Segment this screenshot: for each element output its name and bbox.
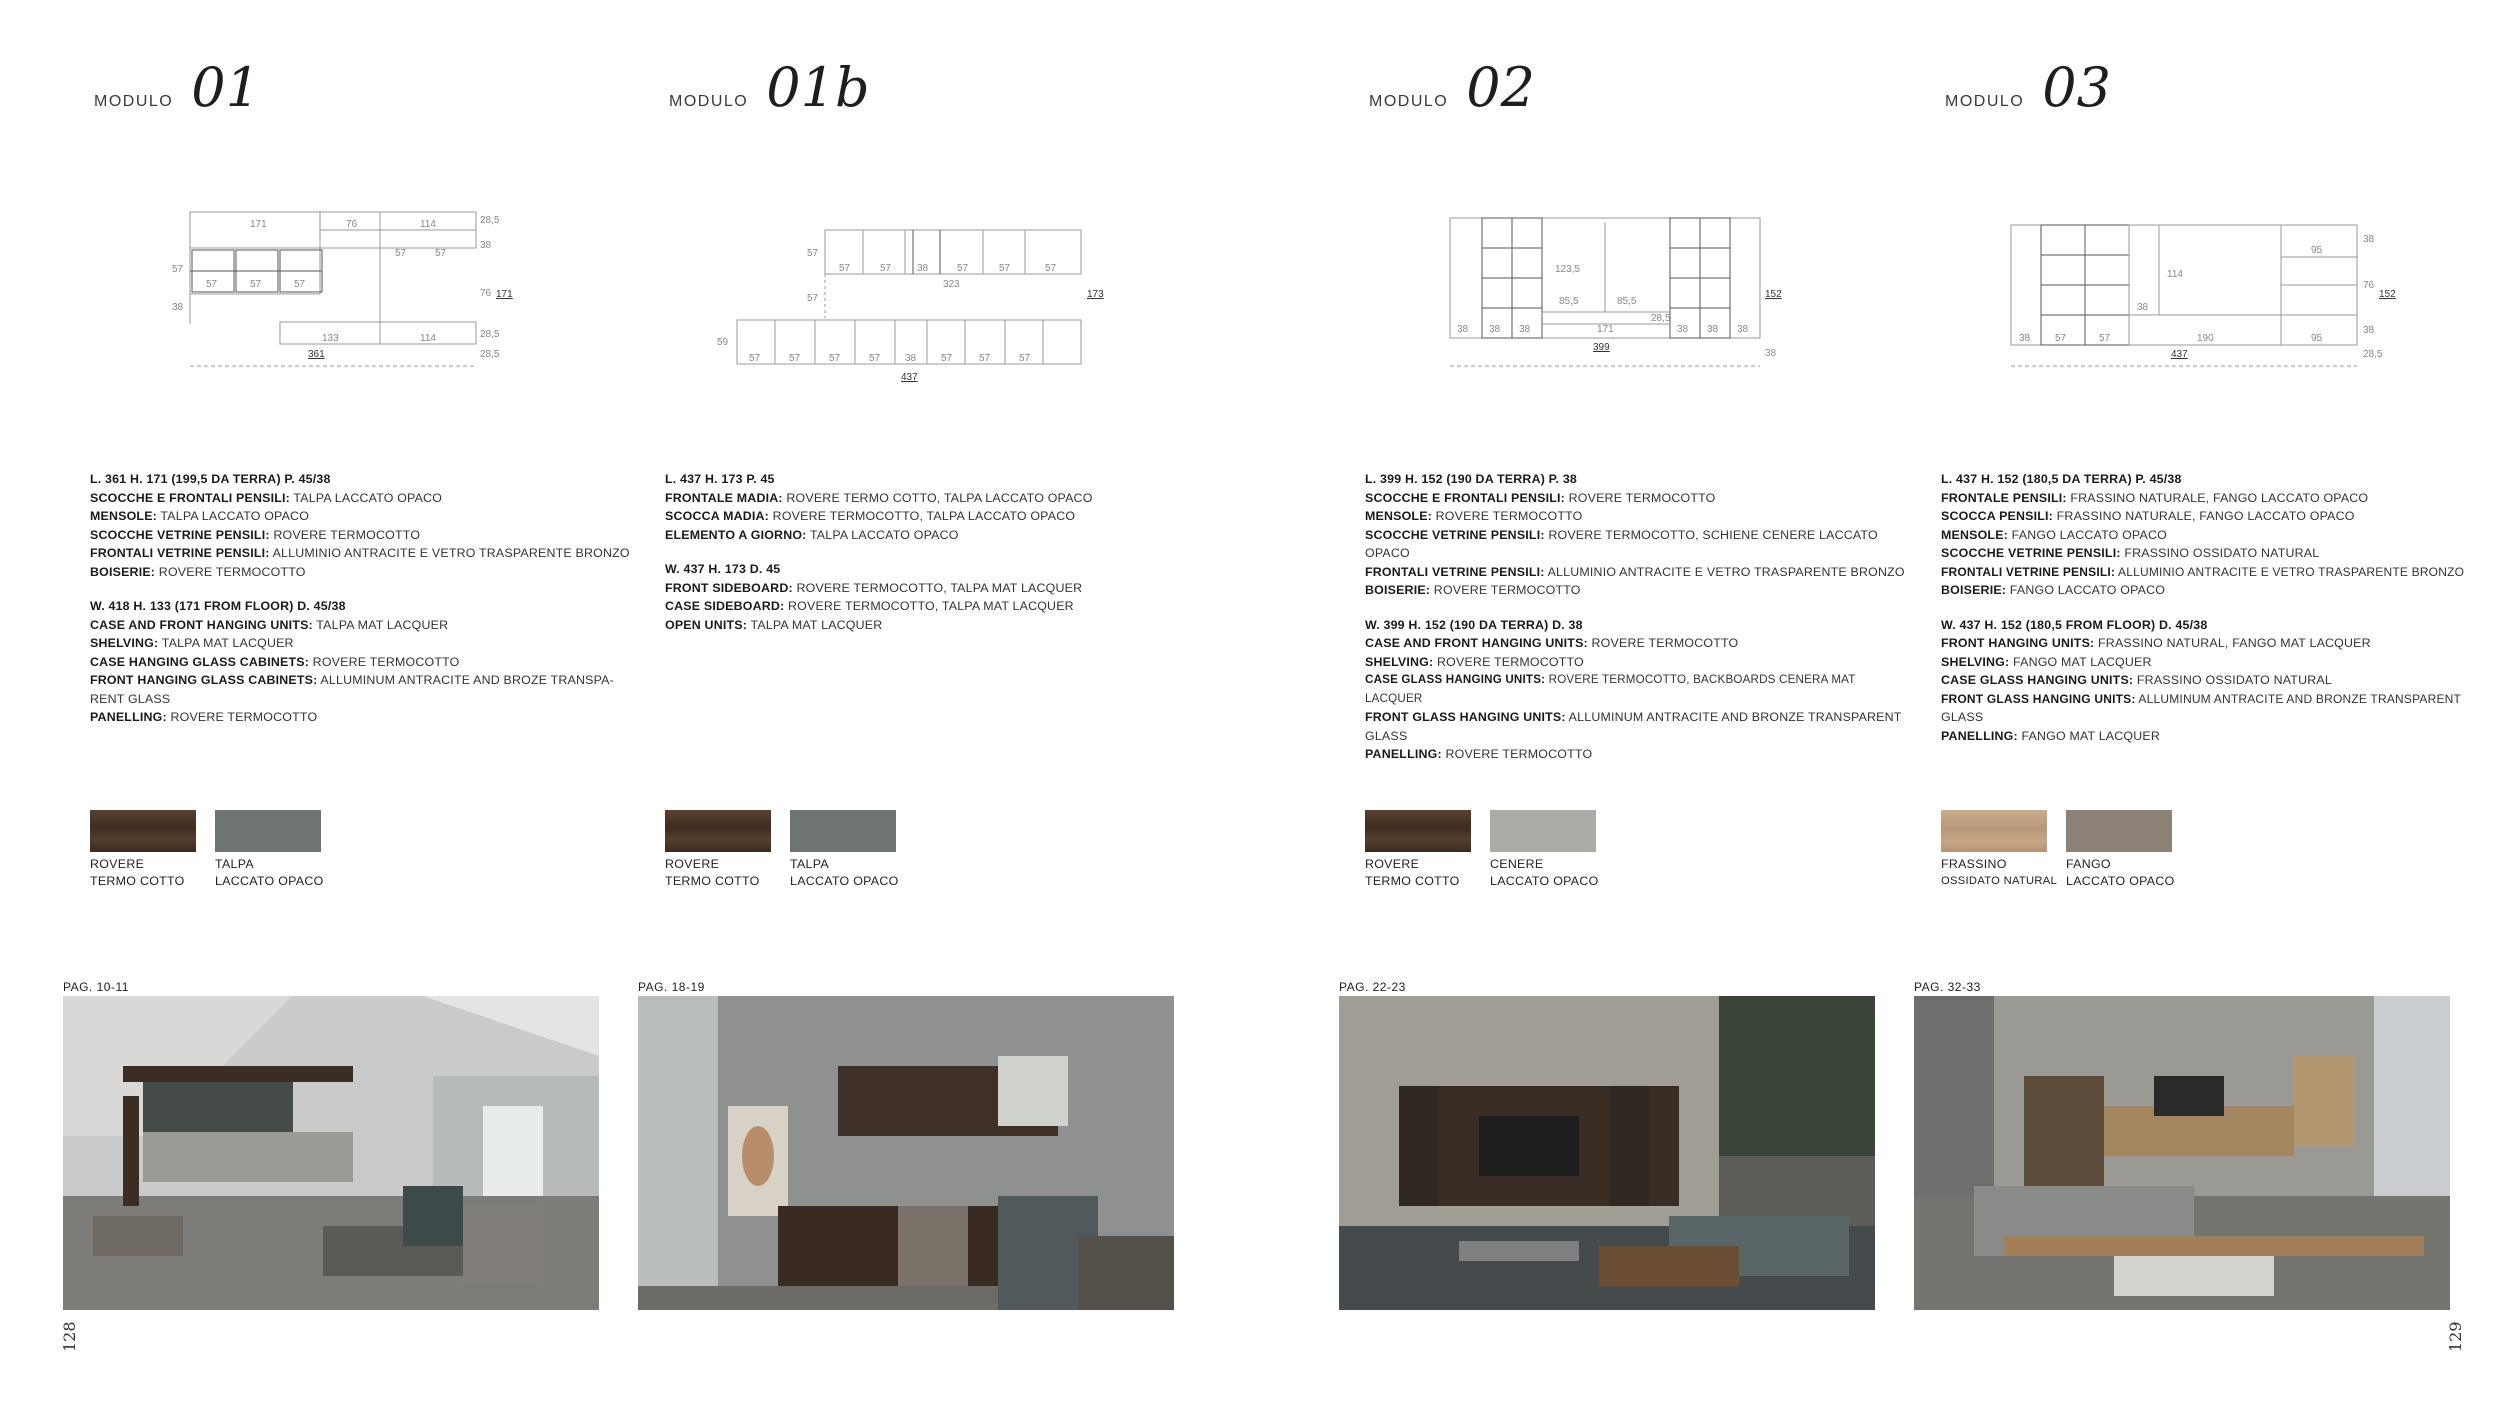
swatch-chip bbox=[215, 810, 321, 852]
spec-en bbox=[90, 597, 630, 727]
dim-label: 95 bbox=[2311, 245, 2323, 256]
swatch-chip bbox=[790, 810, 896, 852]
spec-text bbox=[1941, 470, 2481, 761]
swatch-name: CENERE bbox=[1490, 857, 1544, 871]
spec-text bbox=[90, 470, 630, 743]
spec-key: BOISERIE: bbox=[1365, 583, 1431, 597]
swatch-name: TALPA bbox=[790, 857, 829, 871]
spec-key: BOISERIE: bbox=[90, 564, 156, 579]
spec-line bbox=[90, 470, 630, 489]
swatch bbox=[90, 810, 200, 890]
spec-value: FRASSINO OSSIDATO NATURAL bbox=[2136, 673, 2332, 687]
spec-line bbox=[1365, 507, 1905, 526]
interior-photo bbox=[1339, 996, 1875, 1310]
spec-key: L. 437 H. 152 (180,5 DA TERRA) P. 45/38 bbox=[1941, 472, 2182, 486]
dim-label: 57 bbox=[749, 353, 761, 364]
spec-key: SCOCCA MADIA: bbox=[665, 509, 770, 523]
spec-value: ROVERE TERMOCOTTO, BACKBOARDS CENERA MAT LACQUER bbox=[1365, 673, 1856, 705]
spec-line bbox=[90, 526, 630, 545]
spec-value: ALLUMINIO ANTRACITE E VETRO TRASPARENTE BRONZO bbox=[272, 546, 630, 560]
dim-total: 361 bbox=[308, 349, 325, 360]
dim-label: 57 bbox=[880, 263, 892, 274]
spec-key: PANELLING: bbox=[1365, 747, 1442, 761]
spec-line bbox=[1365, 616, 1905, 635]
module-title bbox=[1945, 56, 2111, 119]
spec-key: L. 399 H. 152 (190 DA TERRA) P. 38 bbox=[1365, 472, 1578, 486]
swatch-finish: LACCATO OPACO bbox=[215, 874, 324, 888]
dim-height: 152 bbox=[2379, 289, 2396, 300]
swatch bbox=[665, 810, 775, 890]
spec-key: SCOCCA PENSILI: bbox=[1941, 509, 2053, 523]
spec-line bbox=[665, 597, 1205, 616]
technical-drawing bbox=[665, 200, 1205, 400]
dim-label: 57 bbox=[250, 279, 262, 290]
spec-line bbox=[90, 616, 630, 635]
dim-label: 57 bbox=[789, 353, 801, 364]
dim-label: 38 bbox=[1457, 324, 1469, 335]
spec-key: FRONTALI VETRINE PENSILI: bbox=[90, 546, 270, 560]
spec-line bbox=[665, 616, 1205, 635]
dim-label: 38 bbox=[1765, 348, 1777, 359]
module-label: MODULO bbox=[1369, 93, 1449, 110]
spec-value: TALPA LACCATO OPACO bbox=[293, 490, 443, 505]
dim-label: 76 bbox=[2363, 280, 2375, 291]
dim-label: 59 bbox=[717, 337, 729, 348]
swatch bbox=[2066, 810, 2176, 890]
spec-key: FRONT GLASS HANGING UNITS: bbox=[1941, 691, 2136, 706]
technical-drawing bbox=[1365, 200, 1905, 400]
spec-line bbox=[90, 544, 630, 563]
module-label: MODULO bbox=[94, 93, 174, 110]
spec-line bbox=[1365, 634, 1905, 653]
spec-value: FANGO MAT LACQUER bbox=[2013, 654, 2152, 669]
spec-key: CASE GLASS HANGING UNITS: bbox=[1941, 673, 2134, 687]
dim-label: 57 bbox=[1019, 353, 1031, 364]
swatch-name: ROVERE bbox=[1365, 857, 1420, 871]
spec-value: RENT GLASS bbox=[90, 691, 171, 706]
spec-key: W. 418 H. 133 (171 FROM FLOOR) D. 45/38 bbox=[90, 599, 346, 613]
dim-label: 76 bbox=[480, 288, 492, 299]
dim-label: 57 bbox=[1045, 263, 1057, 274]
spec-line bbox=[1365, 745, 1905, 764]
dim-label: 57 bbox=[435, 248, 447, 259]
spec-key: L. 361 H. 171 (199,5 DA TERRA) P. 45/38 bbox=[90, 472, 331, 486]
spec-value: ROVERE TERMOCOTTO bbox=[1435, 509, 1583, 523]
dim-label: 57 bbox=[979, 353, 991, 364]
spec-key: SCOCCHE VETRINE PENSILI: bbox=[1365, 527, 1545, 542]
spec-key: FRONT HANGING UNITS: bbox=[1941, 636, 2095, 650]
dim-label: 57 bbox=[206, 279, 218, 290]
dim-label: 171 bbox=[250, 219, 267, 230]
spec-value: GLASS bbox=[1365, 728, 1408, 743]
dim-label: 57 bbox=[829, 353, 841, 364]
interior-photo bbox=[1914, 996, 2450, 1310]
spec-value: FANGO MAT LACQUER bbox=[2021, 728, 2161, 743]
swatch-chip bbox=[1490, 810, 1596, 852]
dim-total: 437 bbox=[2171, 349, 2188, 360]
spec-en bbox=[1365, 616, 1905, 764]
spec-value: GLASS bbox=[1941, 710, 1984, 724]
spec-line bbox=[90, 634, 630, 653]
spec-value: FRASSINO NATURALE, FANGO LACCATO OPACO bbox=[2056, 509, 2355, 523]
dim-label: 57 bbox=[395, 248, 407, 259]
dim-label: 57 bbox=[941, 353, 953, 364]
dim-label: 133 bbox=[322, 333, 339, 344]
dim-label: 38 bbox=[2363, 234, 2375, 245]
spec-value: FRASSINO NATURAL, FANGO MAT LACQUER bbox=[2098, 636, 2371, 650]
spec-value: ALLUMINUM ANTRACITE AND BROZE TRANSPA- bbox=[320, 673, 614, 687]
interior-photo bbox=[638, 996, 1174, 1310]
spec-key: SCOCCHE VETRINE PENSILI: bbox=[90, 527, 270, 542]
swatch bbox=[215, 810, 325, 890]
spec-line bbox=[1941, 634, 2481, 653]
dim-label: 171 bbox=[1597, 324, 1614, 335]
spec-key: PANELLING: bbox=[90, 710, 167, 724]
spec-key: CASE SIDEBOARD: bbox=[665, 599, 785, 613]
module-label: MODULO bbox=[669, 93, 749, 110]
dim-height: 171 bbox=[496, 289, 513, 300]
dim-label: 38 bbox=[1737, 324, 1749, 335]
spec-value: ALLUMINUM ANTRACITE AND BRONZE TRANSPARENT bbox=[2138, 691, 2462, 706]
spec-key: FRONTALE PENSILI: bbox=[1941, 490, 2067, 505]
swatch-name: ROVERE bbox=[90, 857, 145, 871]
spec-value: ROVERE TERMOCOTTO bbox=[1437, 654, 1584, 669]
spec-key: FRONTALE MADIA: bbox=[665, 490, 783, 505]
spec-key: FRONT SIDEBOARD: bbox=[665, 580, 793, 595]
spec-key: FRONTALI VETRINE PENSILI: bbox=[1365, 564, 1545, 579]
swatch-name: FANGO bbox=[2066, 857, 2111, 871]
swatch bbox=[1365, 810, 1475, 890]
spec-line bbox=[1365, 653, 1905, 672]
spec-line bbox=[665, 560, 1205, 579]
spec-line bbox=[665, 489, 1205, 508]
module-number: 01 bbox=[191, 56, 260, 119]
spec-value: ROVERE TERMOCOTTO bbox=[312, 654, 460, 669]
spec-value: FRASSINO NATURALE, FANGO LACCATO OPACO bbox=[2070, 490, 2369, 505]
dim-label: 38 bbox=[1489, 324, 1501, 335]
dim-label: 57 bbox=[957, 263, 969, 274]
spec-value: ROVERE TERMOCOTTO bbox=[1591, 636, 1739, 650]
spec-line bbox=[1941, 470, 2481, 489]
spec-key: FRONT HANGING GLASS CABINETS: bbox=[90, 673, 318, 687]
dim-label: 57 bbox=[807, 248, 819, 259]
spec-key: CASE AND FRONT HANGING UNITS: bbox=[90, 617, 313, 632]
swatch-chip bbox=[2066, 810, 2172, 852]
spec-line bbox=[90, 507, 630, 526]
swatch-finish: LACCATO OPACO bbox=[2066, 874, 2175, 888]
technical-drawing bbox=[1941, 200, 2481, 400]
spec-line bbox=[1365, 489, 1905, 508]
dim-label: 85,5 bbox=[1617, 296, 1637, 307]
dim-label: 114 bbox=[2167, 269, 2183, 280]
dim-label: 114 bbox=[420, 219, 436, 230]
spec-text bbox=[665, 470, 1205, 650]
dim-label: 38 bbox=[172, 302, 184, 313]
swatch-chip bbox=[1941, 810, 2047, 852]
module-title bbox=[94, 56, 260, 119]
spec-line bbox=[1941, 653, 2481, 672]
swatch-name: FRASSINO bbox=[1941, 857, 2007, 871]
spec-value: FRASSINO OSSIDATO NATURAL bbox=[2124, 546, 2320, 560]
spec-line bbox=[1941, 727, 2481, 746]
dim-label: 114 bbox=[420, 333, 436, 344]
dim-label: 38 bbox=[480, 240, 492, 251]
spec-line bbox=[1365, 526, 1905, 563]
page-number-right: 129 bbox=[2446, 1321, 2465, 1352]
spec-it bbox=[665, 470, 1205, 544]
spec-line bbox=[1941, 526, 2481, 545]
swatch-chip bbox=[90, 810, 196, 852]
spec-line bbox=[1941, 616, 2481, 635]
dim-label: 28,5 bbox=[2363, 349, 2383, 360]
spec-line bbox=[1941, 708, 2481, 727]
dim-label: 28,5 bbox=[480, 215, 500, 226]
spec-line bbox=[1941, 489, 2481, 508]
dim-label: 28,5 bbox=[480, 349, 500, 360]
spec-key: SHELVING: bbox=[1365, 654, 1434, 669]
spec-value: TALPA MAT LACQUER bbox=[750, 617, 883, 632]
dim-label: 57 bbox=[294, 279, 306, 290]
spec-key: BOISERIE: bbox=[1941, 583, 2007, 597]
spec-key: CASE GLASS HANGING UNITS: bbox=[1365, 673, 1546, 686]
dim-total: 399 bbox=[1593, 342, 1610, 353]
dim-label: 57 bbox=[2055, 333, 2067, 344]
module-label: MODULO bbox=[1945, 93, 2025, 110]
dim-height: 152 bbox=[1765, 289, 1782, 300]
swatch bbox=[1941, 810, 2058, 890]
swatch-name: TALPA bbox=[215, 857, 254, 871]
spec-key: FRONTALI VETRINE PENSILI: bbox=[1941, 564, 2116, 579]
spec-key: OPEN UNITS: bbox=[665, 617, 748, 632]
dim-label: 38 bbox=[917, 263, 929, 274]
spec-value: ROVERE TERMOCOTTO bbox=[158, 564, 306, 579]
swatch bbox=[790, 810, 900, 890]
spec-value: ROVERE TERMOCOTTO, TALPA LACCATO OPACO bbox=[772, 509, 1076, 523]
spec-key: SHELVING: bbox=[1941, 654, 2010, 669]
spec-line bbox=[665, 526, 1205, 545]
spec-key: MENSOLE: bbox=[90, 509, 157, 523]
spec-value: ROVERE TERMOCOTTO bbox=[273, 527, 421, 542]
spec-value: ROVERE TERMOCOTTO, TALPA MAT LACQUER bbox=[796, 580, 1083, 595]
spec-value: ROVERE TERMOCOTTO bbox=[1568, 490, 1716, 505]
spec-line bbox=[90, 563, 630, 582]
spec-key: SCOCCHE E FRONTALI PENSILI: bbox=[90, 490, 290, 505]
spec-line bbox=[1365, 563, 1905, 582]
spec-key: W. 399 H. 152 (190 DA TERRA) D. 38 bbox=[1365, 617, 1583, 632]
page-number-left: 128 bbox=[60, 1321, 79, 1352]
spec-line bbox=[1941, 581, 2481, 600]
page-reference: PAG. 18-19 bbox=[638, 980, 705, 994]
spec-line bbox=[1941, 671, 2481, 690]
spec-value: ALLUMINUM ANTRACITE AND BRONZE TRANSPARENT bbox=[1568, 710, 1902, 724]
spec-key: CASE HANGING GLASS CABINETS: bbox=[90, 654, 310, 669]
spec-value: ROVERE TERMOCOTTO, TALPA MAT LACQUER bbox=[788, 599, 1074, 613]
spec-line bbox=[90, 653, 630, 672]
swatch-chip bbox=[665, 810, 771, 852]
swatch-finish: LACCATO OPACO bbox=[1490, 874, 1599, 888]
spec-line bbox=[1941, 507, 2481, 526]
swatch bbox=[1490, 810, 1600, 890]
spec-line bbox=[90, 597, 630, 616]
spec-line bbox=[1941, 690, 2481, 709]
spec-key: ELEMENTO A GIORNO: bbox=[665, 527, 807, 542]
spec-key: SCOCCHE E FRONTALI PENSILI: bbox=[1365, 490, 1565, 505]
swatch-finish: TERMO COTTO bbox=[90, 874, 185, 888]
spec-value: ALLUMINIO ANTRACITE E VETRO TRASPARENTE BRONZO bbox=[2118, 564, 2465, 579]
dim-label: 57 bbox=[172, 264, 184, 275]
dim-label: 57 bbox=[869, 353, 881, 364]
dim-label: 38 bbox=[905, 353, 917, 364]
dim-label: 57 bbox=[807, 293, 819, 304]
dim-height: 173 bbox=[1087, 289, 1104, 300]
page-reference: PAG. 10-11 bbox=[63, 980, 129, 994]
dim-label: 28,5 bbox=[480, 329, 500, 340]
spec-key: SHELVING: bbox=[90, 636, 159, 650]
spec-it bbox=[90, 470, 630, 581]
module-number: 01b bbox=[766, 56, 870, 119]
spec-value: TALPA LACCATO OPACO bbox=[809, 527, 959, 542]
dim-total: 437 bbox=[901, 372, 918, 383]
spec-line bbox=[665, 470, 1205, 489]
page-reference: PAG. 22-23 bbox=[1339, 980, 1406, 994]
spec-en bbox=[1941, 616, 2481, 746]
module-number: 02 bbox=[1466, 56, 1535, 119]
spec-key: CASE AND FRONT HANGING UNITS: bbox=[1365, 636, 1588, 650]
spec-line bbox=[665, 507, 1205, 526]
swatch-chip bbox=[1365, 810, 1471, 852]
spec-value: ROVERE TERMOCOTTO bbox=[1433, 583, 1581, 597]
module-title bbox=[1369, 56, 1535, 119]
dim-label: 38 bbox=[2137, 302, 2149, 313]
dim-label: 95 bbox=[2311, 333, 2323, 344]
swatch-finish: TERMO COTTO bbox=[1365, 874, 1460, 888]
spec-key: PANELLING: bbox=[1941, 728, 2018, 743]
spec-it bbox=[1365, 470, 1905, 600]
dim-label: 123,5 bbox=[1555, 264, 1581, 275]
spec-key: FRONT GLASS HANGING UNITS: bbox=[1365, 710, 1566, 724]
spec-key: SCOCCHE VETRINE PENSILI: bbox=[1941, 546, 2121, 560]
dim-label: 57 bbox=[2099, 333, 2111, 344]
swatch-finish: LACCATO OPACO bbox=[790, 874, 899, 888]
technical-drawing bbox=[90, 200, 630, 400]
spec-value: TALPA LACCATO OPACO bbox=[160, 509, 310, 523]
dim-label: 28,5 bbox=[1651, 313, 1671, 324]
spec-line bbox=[90, 671, 630, 690]
dim-label: 190 bbox=[2197, 333, 2214, 344]
spec-value: FANGO LACCATO OPACO bbox=[2009, 583, 2166, 597]
dim-label: 38 bbox=[2019, 333, 2031, 344]
spec-line bbox=[1941, 544, 2481, 563]
spec-line bbox=[1941, 563, 2481, 582]
interior-photo bbox=[63, 996, 599, 1310]
spec-value: TALPA MAT LACQUER bbox=[161, 636, 294, 650]
swatch-finish: TERMO COTTO bbox=[665, 874, 760, 888]
spec-line bbox=[1365, 470, 1905, 489]
spec-line bbox=[90, 708, 630, 727]
spec-it bbox=[1941, 470, 2481, 600]
spec-value: ALLUMINIO ANTRACITE E VETRO TRASPARENTE BRONZO bbox=[1547, 564, 1905, 579]
module-title bbox=[669, 56, 870, 119]
spec-line bbox=[665, 579, 1205, 598]
spec-line bbox=[90, 690, 630, 709]
spec-value: ROVERE TERMOCOTTO, SCHIENE CENERE LACCATO OPACO bbox=[1365, 527, 1878, 560]
spec-value: FANGO LACCATO OPACO bbox=[2011, 527, 2167, 542]
spec-text bbox=[1365, 470, 1905, 780]
spec-line bbox=[90, 489, 630, 508]
spec-line bbox=[1365, 708, 1905, 727]
dim-label: 323 bbox=[943, 279, 960, 290]
spec-key: W. 437 H. 152 (180,5 FROM FLOOR) D. 45/38 bbox=[1941, 617, 2208, 632]
spec-key: L. 437 H. 173 P. 45 bbox=[665, 472, 775, 486]
spec-key: MENSOLE: bbox=[1365, 509, 1432, 523]
spec-en bbox=[665, 560, 1205, 634]
dim-label: 85,5 bbox=[1559, 296, 1579, 307]
dim-label: 38 bbox=[1519, 324, 1531, 335]
swatch-finish: OSSIDATO NATURAL bbox=[1941, 875, 2058, 887]
spec-line bbox=[1365, 727, 1905, 746]
spec-value: ROVERE TERMO COTTO, TALPA LACCATO OPACO bbox=[786, 490, 1093, 505]
spec-line bbox=[1365, 671, 1905, 708]
dim-label: 57 bbox=[839, 263, 851, 274]
dim-label: 57 bbox=[999, 263, 1011, 274]
spec-line bbox=[1365, 581, 1905, 600]
spec-value: ROVERE TERMOCOTTO bbox=[170, 710, 318, 724]
swatch-name: ROVERE bbox=[665, 857, 720, 871]
dim-label: 38 bbox=[1677, 324, 1689, 335]
dim-label: 76 bbox=[346, 219, 358, 230]
spec-value: TALPA MAT LACQUER bbox=[316, 617, 449, 632]
dim-label: 38 bbox=[1707, 324, 1719, 335]
spec-value: ROVERE TERMOCOTTO bbox=[1445, 747, 1593, 761]
spec-key: MENSOLE: bbox=[1941, 527, 2008, 542]
module-number: 03 bbox=[2042, 56, 2111, 119]
page-reference: PAG. 32-33 bbox=[1914, 980, 1981, 994]
spec-key: W. 437 H. 173 D. 45 bbox=[665, 562, 781, 576]
dim-label: 38 bbox=[2363, 325, 2375, 336]
